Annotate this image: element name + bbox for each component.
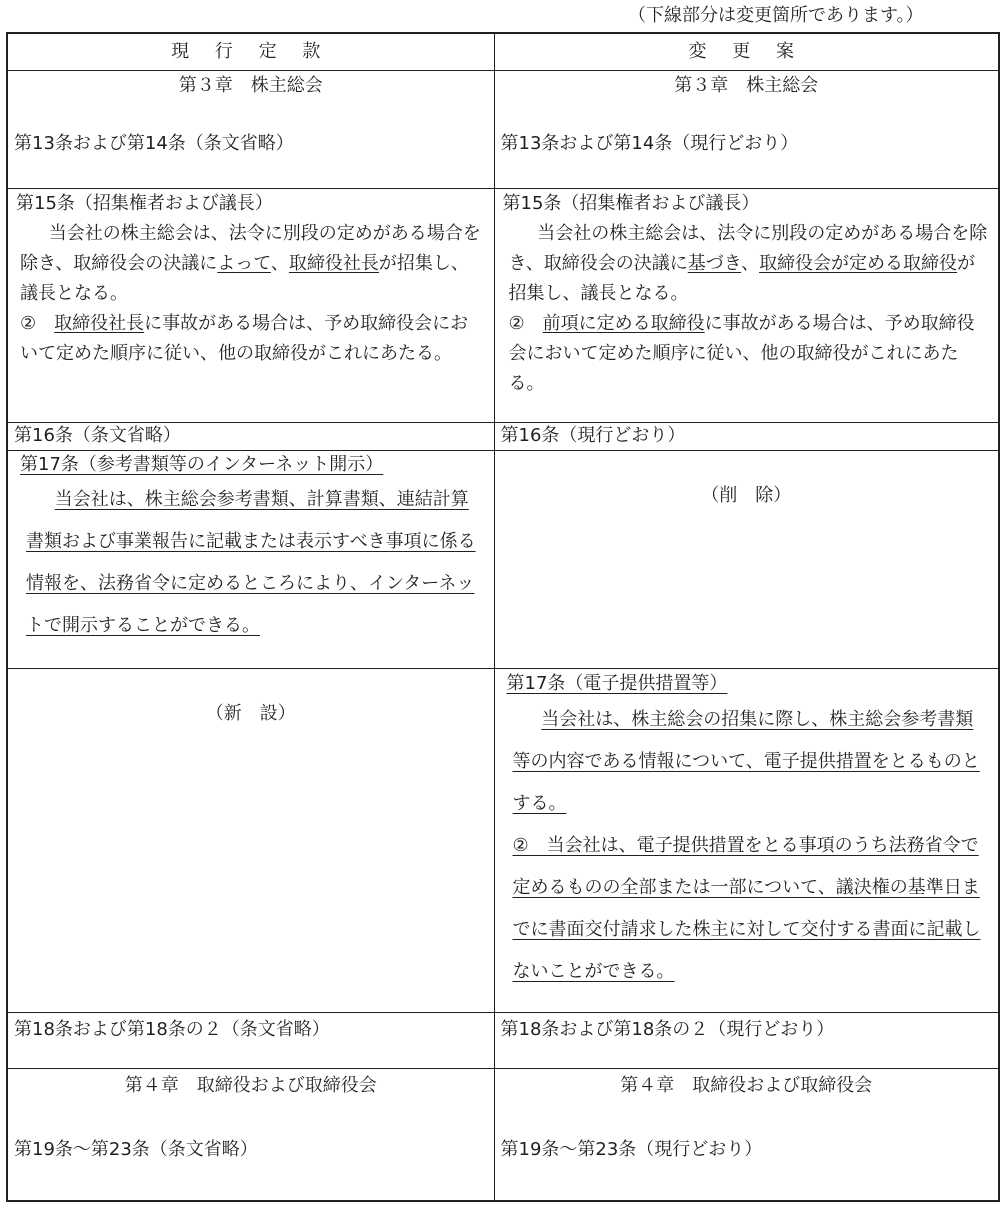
row-chapter3 [7, 71, 999, 189]
art15-heading-right: 第15条（招集権者および議長） [502, 193, 760, 214]
cell-art17-deleted [494, 451, 999, 669]
row-art15 [7, 189, 999, 423]
row-chapter4 [7, 1069, 999, 1201]
header-current: 現 行 定 款 [7, 33, 494, 71]
art17-right-body1: 当会社は、株主総会の招集に際し、株主総会参考書類等の内容である情報について、電子提供措置をとるものとする。 [512, 709, 980, 814]
art19-right: 第19条～第23条（現行どおり） [500, 1139, 763, 1160]
art17-heading-left: 第17条（参考書類等のインターネット開示） [20, 454, 384, 475]
chapter3-title-left: 第３章 株主総会 [178, 75, 323, 96]
art17-right-body2: ② 当会社は、電子提供措置をとる事項のうち法務省令で定めるものの全部または一部について、議決権の基準日までに書面交付請求した株主に対して交付する書面に記載しないことができる。 [512, 835, 981, 982]
underline-note: （下線部分は変更箇所であります。） [628, 5, 924, 26]
new-establishment-mark: （新 設） [205, 703, 296, 724]
art18-left: 第18条および第18条の２（条文省略） [7, 1013, 494, 1069]
art19-left: 第19条～第23条（条文省略） [14, 1139, 258, 1160]
cell-art15-right [494, 189, 999, 423]
comparison-table [6, 32, 1000, 1202]
cell-ch3-left [7, 71, 494, 189]
row-art17-old [7, 451, 999, 669]
art18-right: 第18条および第18条の２（現行どおり） [494, 1013, 999, 1069]
row-art17-new [7, 669, 999, 1013]
chapter3-title-right: 第３章 株主総会 [674, 75, 819, 96]
art16-left: 第16条（条文省略） [7, 423, 494, 451]
art15-left-para1: 当会社の株主総会は、法令に別段の定めがある場合を除き、取締役会の決議によって、取締役社長が招集し、議長となる。 [20, 223, 481, 304]
cell-ch4-right [494, 1069, 999, 1201]
cell-art17-right [494, 669, 999, 1013]
art15-heading-left: 第15条（招集権者および議長） [16, 193, 273, 214]
header-proposed: 変 更 案 [494, 33, 999, 71]
cell-art17-newly-established [7, 669, 494, 1013]
art13-right: 第13条および第14条（現行どおり） [500, 133, 799, 154]
cell-art17-left [7, 451, 494, 669]
row-art16 [7, 423, 999, 451]
art15-right-para2: ② 前項に定める取締役に事故がある場合は、予め取締役会において定めた順序に従い、他の取締役がこれにあたる。 [508, 313, 975, 394]
art17-left-body: 当会社は、株主総会参考書類、計算書類、連結計算書類および事業報告に記載または表示すべき事項に係る情報を、法務省令に定めるところにより、インターネットで開示することができる。 [26, 489, 476, 636]
cell-ch4-left [7, 1069, 494, 1201]
deleted-mark: （削 除） [701, 485, 792, 506]
chapter4-title-right: 第４章 取締役および取締役会 [620, 1075, 873, 1096]
header-row [7, 33, 999, 71]
art17-heading-right: 第17条（電子提供措置等） [506, 673, 728, 694]
art13-left: 第13条および第14条（条文省略） [14, 133, 294, 154]
art16-right: 第16条（現行どおり） [494, 423, 999, 451]
cell-art15-left [7, 189, 494, 423]
art15-left-para2: ② 取締役社長に事故がある場合は、予め取締役会において定めた順序に従い、他の取締役がこれにあたる。 [20, 313, 469, 364]
cell-ch3-right [494, 71, 999, 189]
art15-right-para1: 当会社の株主総会は、法令に別段の定めがある場合を除き、取締役会の決議に基づき、取締役会が定める取締役が招集し、議長となる。 [508, 223, 988, 304]
row-art18 [7, 1013, 999, 1069]
chapter4-title-left: 第４章 取締役および取締役会 [124, 1075, 377, 1096]
